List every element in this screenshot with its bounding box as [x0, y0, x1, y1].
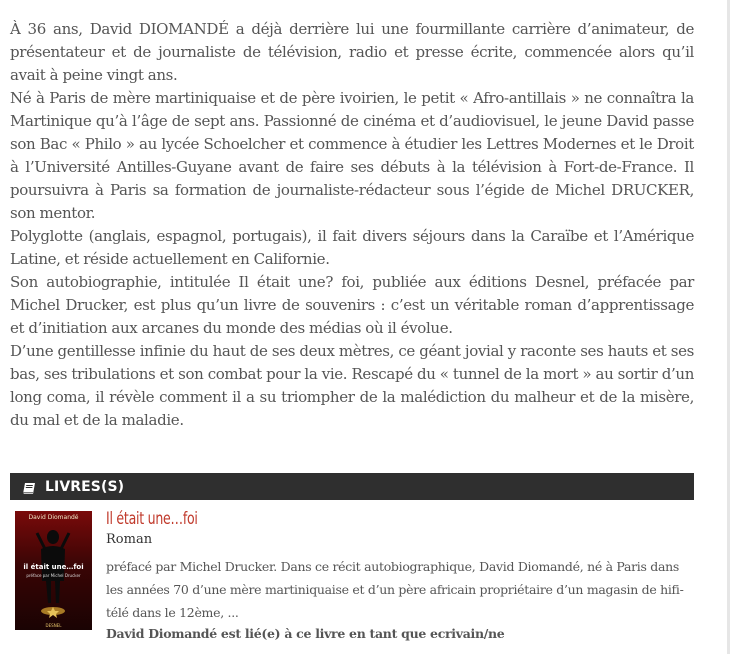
book-author-role: David Diomandé est lié(e) à ce livre en tant que ecrivain/ne — [106, 626, 505, 641]
books-section-header — [10, 473, 694, 500]
bio-paragraph: À 36 ans, David DIOMANDÉ a déjà derrière lui une fourmillante carrière d’animateur, de présentateur et de journaliste de télévision, radio et presse écrite, commencée alors qu’il avait à peine vingt ans. — [10, 20, 694, 84]
biography-text — [10, 18, 694, 432]
book-info — [106, 511, 696, 641]
bio-paragraph: Né à Paris de mère martiniquaise et de père ivoirien, le petit « Afro-antillais » ne connaîtra la Martinique qu’à l’âge de sept ans. Passionné de cinéma et d’audiovisuel, le jeune David passe son Bac « Philo » au lycée Schoelcher et commence à étudier les Lettres Modernes et le Droit à l’Université Antilles-Guyane avant de faire ses débuts à la télévision à Fort-de-France. Il poursuivra à Paris sa formation de journaliste-rédacteur sous l’égide de Michel DRUCKER, son mentor. — [10, 89, 694, 222]
book-card — [15, 511, 695, 651]
cover-title: il était une…foi — [23, 563, 84, 571]
book-title-link[interactable]: Il était une…foi — [106, 509, 198, 529]
bio-paragraph: D’une gentillesse infinie du haut de ses deux mètres, ce géant jovial y raconte ses hauts et ses bas, ses tribulations et son combat pour la vie. Rescapé du « tunnel de la mort » au sortir d’un long coma, il révèle comment il a su triompher de la malédiction du malheur et de la misère, du mal et de la maladie. — [10, 342, 694, 429]
book-genre: Roman — [106, 532, 153, 547]
book-icon — [22, 480, 36, 493]
bio-paragraph: Polyglotte (anglais, espagnol, portugais), il fait divers séjours dans la Caraïbe et l’Amérique Latine, et réside actuellement en Californie. — [10, 227, 694, 268]
books-section-title: LIVRES(S) — [45, 478, 125, 495]
cover-subtitle: préface par Michel Drucker — [26, 573, 81, 578]
bio-paragraph: Son autobiographie, intitulée Il était une? foi, publiée aux éditions Desnel, préfacée par Michel Drucker, est plus qu’un livre de souvenirs : c’est un véritable roman d’apprentissage et d’initiation aux arcanes du monde des médias où il évolue. — [10, 273, 694, 337]
book-description: préfacé par Michel Drucker. Dans ce récit autobiographique, David Diomandé, né à Paris dans les années 70 d’une mère martiniquaise et d’un père africain propriétaire d’un magasin de hifi-télé dans le 12ème, ... — [106, 559, 684, 620]
book-cover-image[interactable] — [15, 511, 92, 630]
cover-publisher: DESNEL — [45, 623, 62, 628]
cover-author: David Diomandé — [28, 514, 79, 521]
